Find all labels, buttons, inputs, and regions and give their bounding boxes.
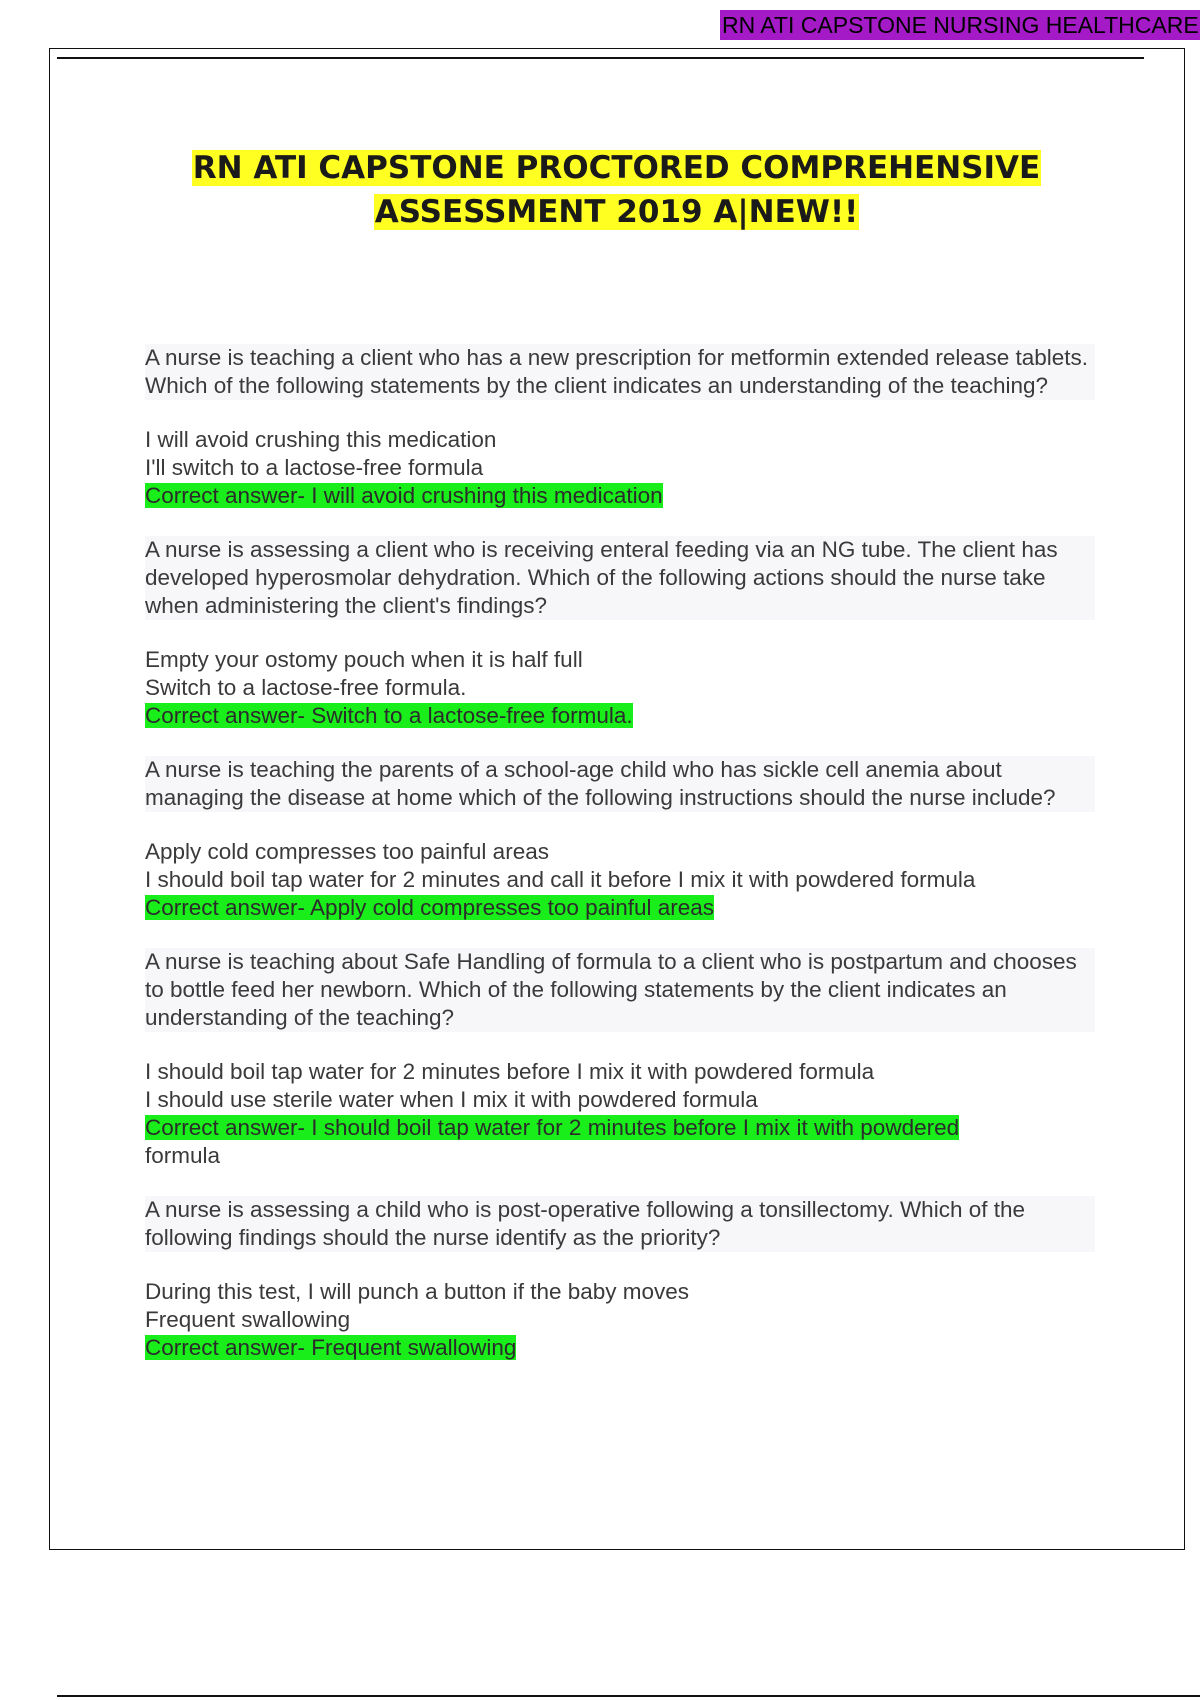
question-text: A nurse is teaching the parents of a school-age child who has sickle cell anemia about managing the disease at home which of the following instructions should the nurse include? [145, 756, 1095, 812]
correct-answer [145, 894, 1095, 922]
question-text: A nurse is teaching a client who has a new prescription for metformin extended release tablets. Which of the following statements by the client indicates an understanding of the teaching? [145, 344, 1095, 400]
title-line-2: ASSESSMENT 2019 A|NEW!! [374, 194, 859, 230]
correct-answer [145, 1114, 1095, 1170]
document-title [0, 146, 1200, 234]
answer-option: I'll switch to a lactose-free formula [145, 455, 484, 480]
correct-answer-highlight: Correct answer- I should boil tap water for 2 minutes before I mix it with powdered [145, 1115, 960, 1140]
answer-option: I should boil tap water for 2 minutes before I mix it with powdered formula [145, 1059, 875, 1084]
question-block [145, 344, 1095, 510]
bottom-divider [57, 1695, 1200, 1697]
answer-option: I should use sterile water when I mix it with powdered formula [145, 1087, 758, 1112]
correct-answer-highlight: Correct answer- Frequent swallowing [145, 1335, 517, 1360]
question-text: A nurse is teaching about Safe Handling of formula to a client who is postpartum and chooses to bottle feed her newborn. Which of the following statements by the client indicates an understanding of the teaching? [145, 948, 1095, 1032]
answer-option: During this test, I will punch a button if the baby moves [145, 1279, 690, 1304]
title-line-1: RN ATI CAPSTONE PROCTORED COMPREHENSIVE [192, 150, 1041, 186]
answer-option: Empty your ostomy pouch when it is half full [145, 647, 583, 672]
question-block [145, 756, 1095, 922]
question-block [145, 948, 1095, 1170]
question-text: A nurse is assessing a client who is receiving enteral feeding via an NG tube. The client has developed hyperosmolar dehydration. Which of the following actions should the nurse take when administering the client's findings? [145, 536, 1095, 620]
correct-answer-highlight: Correct answer- Switch to a lactose-free formula. [145, 703, 633, 728]
correct-answer [145, 702, 1095, 730]
answer-option: Apply cold compresses too painful areas [145, 839, 549, 864]
header-tag: RN ATI CAPSTONE NURSING HEALTHCARE [722, 12, 1199, 38]
question-block [145, 1196, 1095, 1362]
answer-option: Switch to a lactose-free formula. [145, 675, 467, 700]
answer-option: Frequent swallowing [145, 1307, 351, 1332]
question-block [145, 536, 1095, 730]
correct-answer [145, 1334, 1095, 1362]
correct-answer-highlight: Correct answer- I will avoid crushing this medication [145, 483, 663, 508]
correct-answer [145, 482, 1095, 510]
question-list [145, 344, 1095, 1388]
answer-option: I will avoid crushing this medication [145, 427, 497, 452]
correct-answer-continuation: formula [145, 1143, 221, 1168]
question-text: A nurse is assessing a child who is post-operative following a tonsillectomy. Which of the following findings should the nurse identify as the priority? [145, 1196, 1095, 1252]
correct-answer-highlight: Correct answer- Apply cold compresses too painful areas [145, 895, 715, 920]
answer-option: I should boil tap water for 2 minutes and call it before I mix it with powdered formula [145, 867, 976, 892]
